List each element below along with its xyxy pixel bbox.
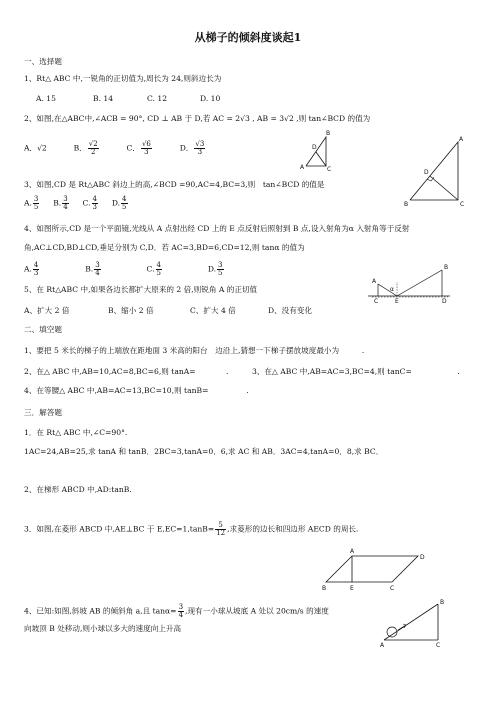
slope-label-c: C [436,642,441,649]
q2-options [24,141,206,156]
solve-4 [24,604,329,619]
q2-fig-label-a: A [300,164,305,171]
q2-stem: 2、如图,在△ABC中,∠ACB = 90°, CD ⊥ AB 于 D,若 AC = 2√3 , AB = 3√2 ,则 tan∠BCD 的值为 [24,114,371,123]
q2-figure [296,131,336,171]
q4-fig-label-e: E [395,298,399,305]
q3-figure [400,136,470,208]
q4-option-a-fraction: $\frac{4}{3}$ [33,261,39,277]
q1-option-c: C. 12 [147,94,168,103]
q2-option-b-label: B． [73,143,87,153]
slope-figure [372,598,452,648]
q5-stem: 5、在 Rt△ABC 中,如果各边长都扩大原来的 2 倍,则锐角 A 的正切值 [24,285,258,294]
q5-option-d: D、没有变化 [268,306,313,315]
solve-3-fraction: $\frac{5}{12}$ [216,521,226,537]
q3-option-b-label: B. [53,198,62,208]
solve-1-stem: 1．在 Rt△ ABC 中,∠C=90°. [24,428,128,437]
solve-4-line2: 向坡顶 B 处移动,则小球以多大的速度向上升高 [24,624,182,633]
rhombus-label-e: E [350,585,354,592]
q3-option-c-label: C. [82,198,91,208]
q4-fig-label-a: A [372,278,377,285]
solve-4-text-pre: 4、已知:如图,斜坡 AB 的倾斜角 a,且 tanα= [24,606,177,616]
section-choice-heading: 一、选择题 [24,57,62,66]
slope-label-a: A [380,642,385,649]
q3-fig-label-d: D [424,169,429,176]
q4-option-d-label: D. [207,264,217,274]
fill-question-3: 3、在△ ABC 中,AB=AC=3,BC=4,则 tanC= . [252,367,460,376]
rhombus-label-b: B [322,585,327,592]
rhombus-label-a: A [350,548,355,555]
solve-4-text-post: ,现有一小球从坡底 A 处以 20cm/s 的速度 [185,606,329,616]
q4-option-c-fraction: $\frac{4}{5}$ [156,261,161,277]
slope-label-b: B [440,599,445,606]
section-fill-heading: 二、填空题 [24,325,62,334]
q4-fig-label-d: D [442,298,447,305]
q4-figure [366,262,454,304]
section-answer-heading: 三．解答题 [24,408,62,417]
fill-question-4: 4、在等腰△ ABC 中,AB=AC=13,BC=10,则 tanB= . [24,386,249,395]
q4-option-a-label: A. [24,264,32,274]
fill-question-2: 2、在△ ABC 中,AB=10,AC=8,BC=6,则 tanA= . [24,367,229,376]
q4-fig-label-b: B [444,264,449,271]
q4-option-d-fraction: $\frac{3}{5}$ [218,261,223,277]
q2-option-a-label: A． [24,143,38,153]
q4-option-b-label: B. [85,264,94,274]
q3-option-b-fraction: $\frac{3}{4}$ [63,195,68,211]
q1-option-b: B. 14 [93,94,114,103]
q3-fig-label-c: C [460,201,465,208]
q5-option-b: B、缩小 2 倍 [108,306,154,315]
q4-option-c-label: C. [146,264,155,274]
q2-fig-label-b: B [326,130,331,137]
q5-option-a: A、扩大 2 倍 [24,306,70,315]
solve-1-parts: 1AC=24,AB=25,求 tanA 和 tanB．2BC=3,tanA=0．6,求 AC 和 AB．3AC=4,tanA=0．8,求 BC． [24,447,384,456]
q2-fig-label-d: D [312,144,317,151]
q5-option-c: C、扩大 4 倍 [190,306,236,315]
q2-option-b-fraction: $\frac{√2}{2}$ [88,140,98,156]
q3-fig-label-b: B [404,201,409,208]
page-title: 从梯子的倾斜度谈起1 [194,31,302,44]
solve-4-fraction: $\frac{3}{4}$ [178,603,184,619]
q2-option-c-label: C． [126,143,140,153]
q2-option-c-fraction: $\frac{√6}{3}$ [141,140,151,156]
q4-fig-label-c: C [374,298,379,305]
rhombus-label-c: C [390,585,395,592]
q3-option-c-fraction: $\frac{4}{3}$ [92,195,97,211]
q4-option-b-fraction: $\frac{3}{4}$ [95,261,100,277]
q2-option-d-label: D． [179,143,194,153]
q4-stem-line1: 4、如图所示,CD 是一个平面镜,光线从 A 点射出经 CD 上的 E 点反射后照射到 B 点,设入射角为α 入射角等于反射 [24,224,410,233]
q4-options [24,262,225,277]
q1-option-d: D. 10 [200,94,221,103]
q4-fig-label-alpha: α [390,286,394,293]
solve-3-text-pre: 3．如图,在菱形 ABCD 中,AE⊥BC 于 E,EC=1,tanB= [24,524,215,534]
q3-option-d-fraction: $\frac{4}{5}$ [122,195,127,211]
q3-option-a-label: A. [24,198,32,208]
q3-option-d-label: D. [111,198,121,208]
q3-stem: 3、如图,CD 是 Rt△ABC 斜边上的高,∠BCD =90,AC=4,BC=3,则 tan∠BCD 的值是 [24,180,325,189]
q2-option-a-value: √2 [37,143,47,153]
solve-3-text-post: ,求菱形的边长和四边形 AECD 的周长. [227,524,359,534]
q3-option-a-fraction: $\frac{3}{5}$ [33,195,39,211]
q2-fig-label-c: C [327,166,332,173]
solve-2: 2、在梯形 ABCD 中,AD:tanB. [24,485,132,494]
q2-option-d-fraction: $\frac{√3}{3}$ [195,140,205,156]
q1-stem: 1、Rt△ ABC 中,一锐角的正切值为,周长为 24,则斜边长为 [24,74,222,83]
fill-question-1: 1、要把 5 米长的梯子的上端放在距地面 3 米高的阳台 边沿上,猜想一下梯子摆放坡度最小为 . [24,346,365,355]
rhombus-figure [318,548,438,594]
q3-fig-label-a: A [459,136,464,143]
q1-option-a: A. 15 [36,94,56,103]
q3-options [24,196,129,211]
q4-stem-line2: 角,AC⊥CD,BD⊥CD,垂足分别为 C,D．若 AC=3,BD=6,CD=12,则 tanα 的值为 [24,243,305,252]
solve-3 [24,522,358,537]
rhombus-label-d: D [420,554,425,561]
